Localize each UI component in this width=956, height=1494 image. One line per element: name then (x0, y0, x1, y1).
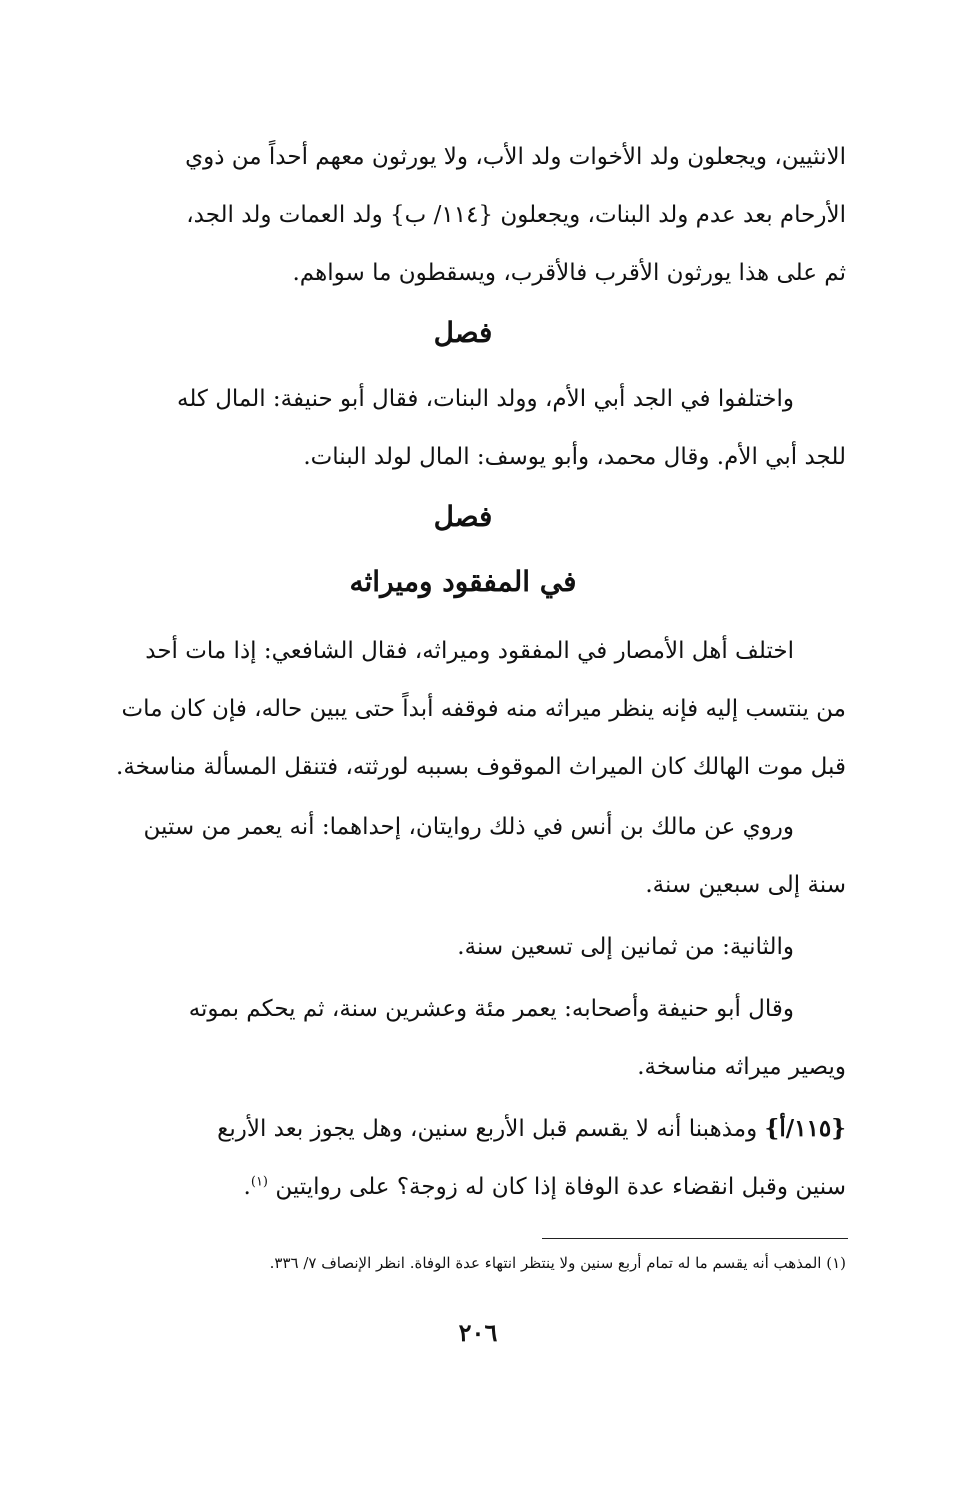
paragraph-2 (80, 370, 846, 486)
paragraph-1 (80, 128, 846, 302)
footnote (80, 1250, 846, 1276)
page-reference: {١١٥/أ} (764, 1115, 846, 1142)
paragraph-line (80, 1100, 846, 1158)
paragraph-line (80, 1158, 846, 1216)
paragraph-line: من ينتسب إليه فإنه ينظر ميراثه منه فوقفه أبداً حتى يبين حاله، فإن كان مات (121, 696, 846, 722)
paragraph-4 (80, 798, 846, 914)
paragraph-end: . (243, 1174, 251, 1200)
paragraph-text: ومذهبنا أنه لا يقسم قبل الأربع سنين، وهل يجوز بعد الأربع (217, 1116, 765, 1142)
paragraph-line: للجد أبي الأم. وقال محمد، وأبو يوسف: المال لولد البنات. (303, 444, 846, 470)
paragraph-line: ويصير ميراثه مناسخة. (637, 1054, 846, 1080)
paragraph-line: قبل موت الهالك كان الميراث الموقوف بسببه لورثته، فتنقل المسألة مناسخة. (116, 754, 846, 780)
section-heading-2: فصل (433, 500, 493, 533)
paragraph-line: ثم على هذا يورثون الأقرب فالأقرب، ويسقطون ما سواهم. (292, 260, 846, 286)
footnote-marker[interactable]: (١) (250, 1174, 268, 1190)
footnote-number: (١) (826, 1254, 846, 1272)
paragraph-5 (80, 918, 846, 976)
footnote-divider (542, 1238, 848, 1239)
paragraph-line: وقال أبو حنيفة وأصحابه: يعمر مئة وعشرين سنة، ثم يحكم بموته (188, 996, 794, 1022)
paragraph-3 (80, 622, 846, 796)
paragraph-6 (80, 980, 846, 1096)
paragraph-line: وروي عن مالك بن أنس في ذلك روايتان، إحداهما: أنه يعمر من ستين (143, 814, 794, 840)
section-title: في المفقود وميراثه (349, 565, 577, 598)
paragraph-text: سنين وقبل انقضاء عدة الوفاة إذا كان له زوجة؟ على روايتين (275, 1174, 846, 1200)
paragraph-line: سنة إلى سبعين سنة. (645, 872, 846, 898)
footnote-text: المذهب أنه يقسم ما له تمام أربع سنين ولا ينتظر انتهاء عدة الوفاة. انظر الإنصاف ٧/ ٣٣٦. (269, 1254, 822, 1272)
paragraph-line: الانثيين، ويجعلون ولد الأخوات ولد الأب، ولا يورثون معهم أحداً من ذوي (185, 144, 846, 170)
paragraph-line: واختلفوا في الجد أبي الأم، وولد البنات، فقال أبو حنيفة: المال كله (176, 386, 794, 412)
paragraph-line: الأرحام بعد عدم ولد البنات، ويجعلون {١١٤/ ب} ولد العمات ولد الجد، (186, 202, 846, 228)
page-number: ٢٠٦ (458, 1318, 498, 1347)
paragraph-line: اختلف أهل الأمصار في المفقود وميراثه، فقال الشافعي: إذا مات أحد (145, 638, 794, 664)
section-heading-1: فصل (433, 316, 493, 349)
paragraph-7 (80, 1100, 846, 1216)
paragraph-line: والثانية: من ثمانين إلى تسعين سنة. (457, 934, 794, 960)
